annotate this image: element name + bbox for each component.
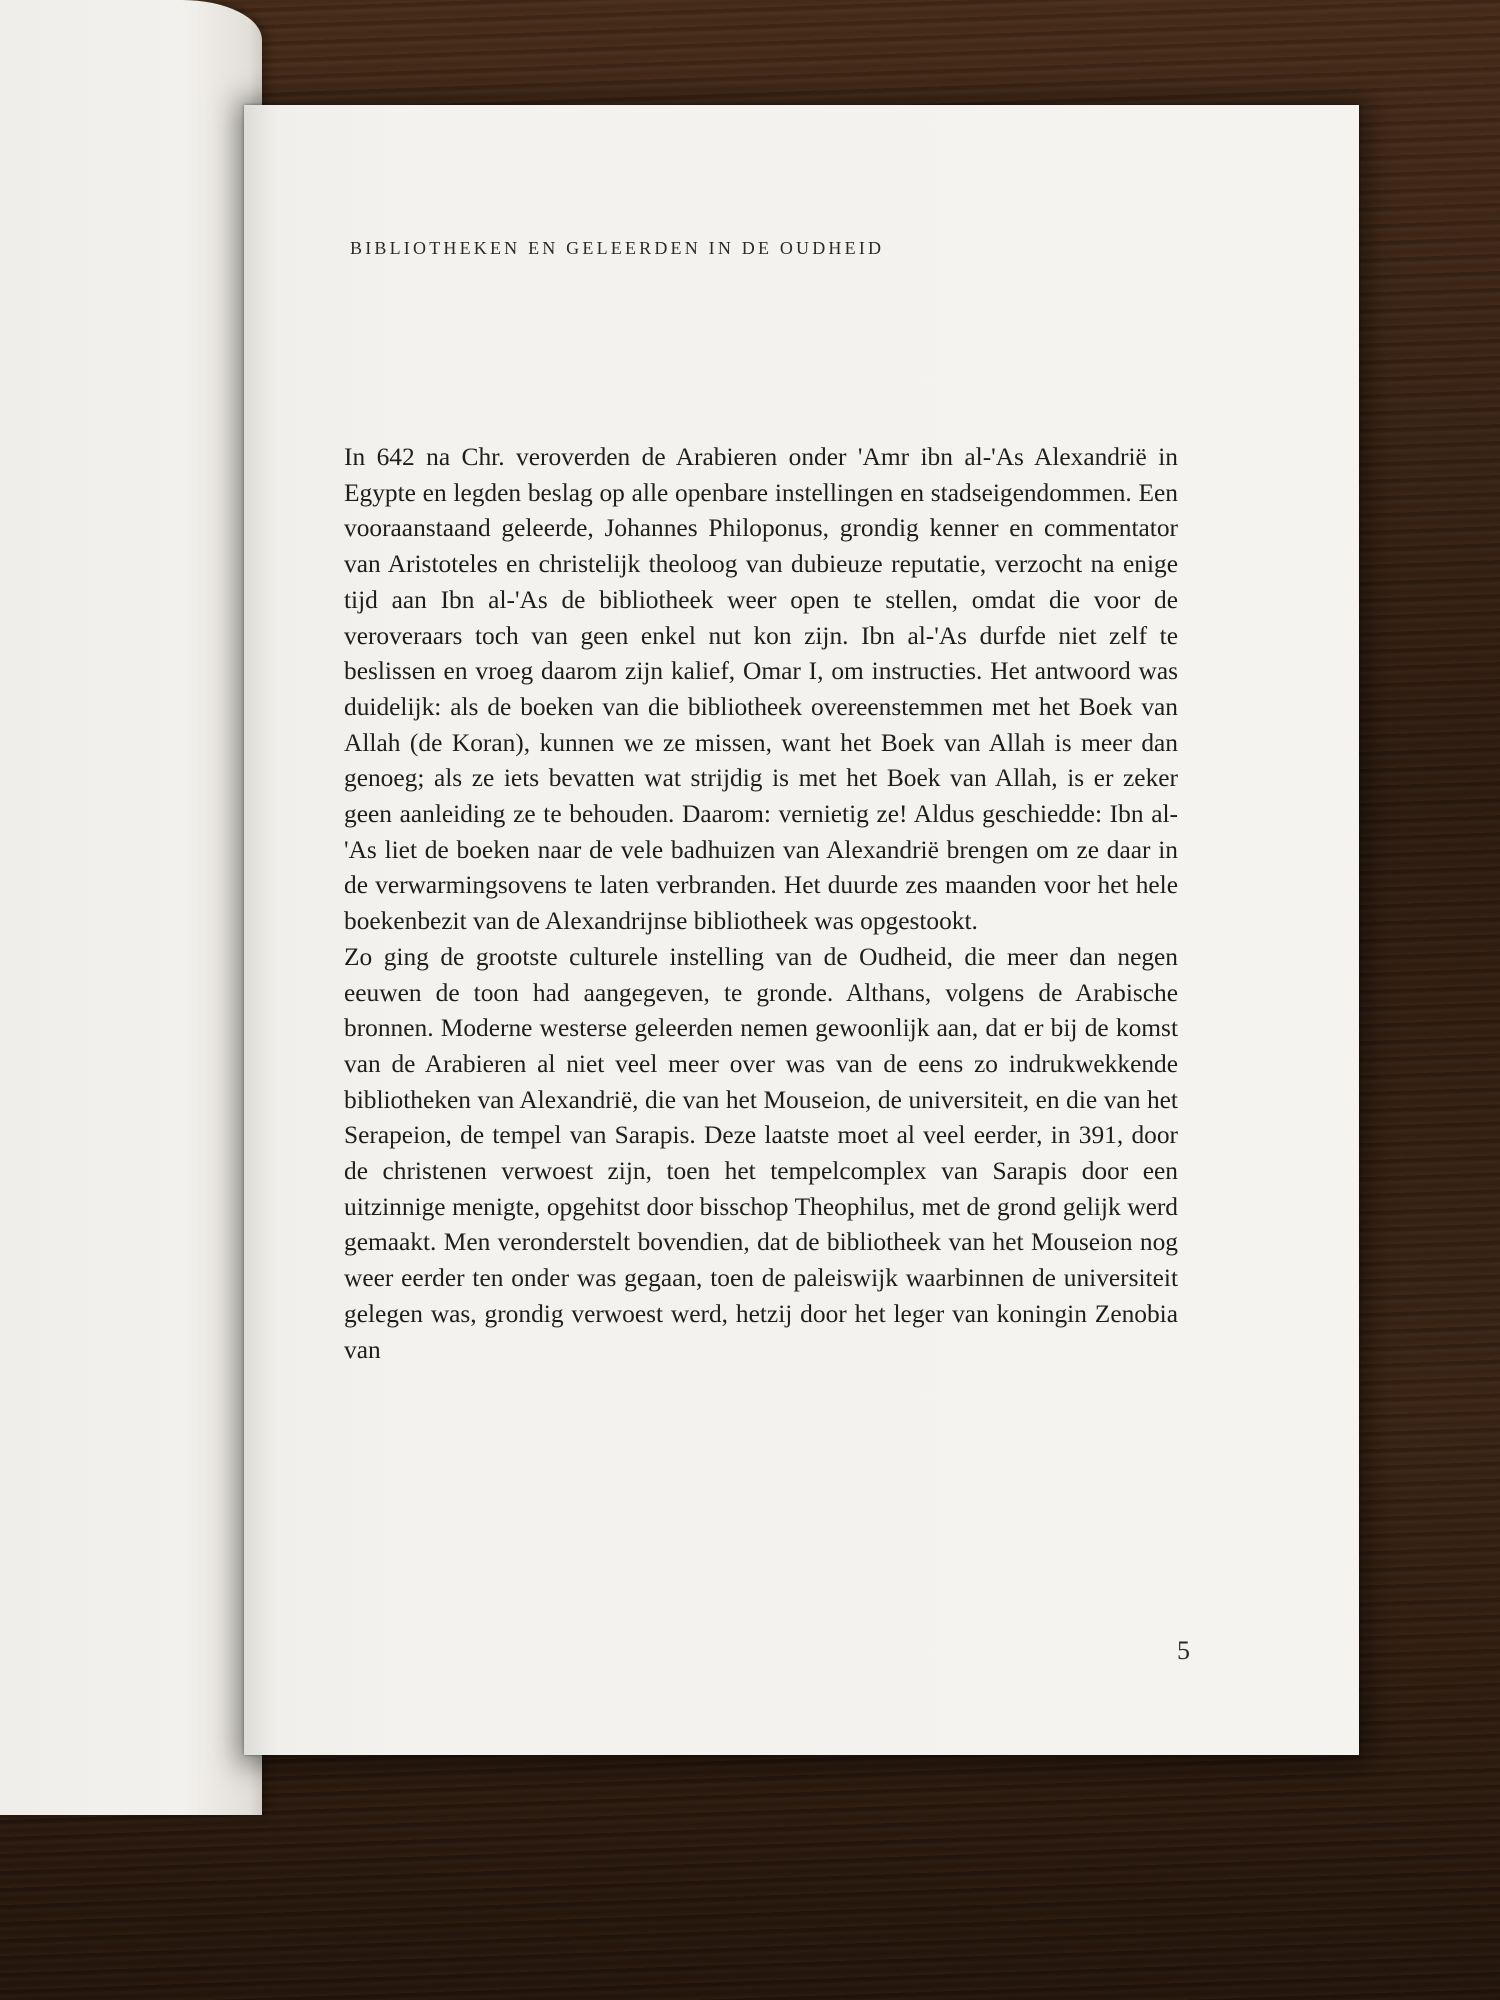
running-head: BIBLIOTHEKEN EN GELEERDEN IN DE OUDHEID bbox=[350, 238, 885, 258]
paragraph-2: Zo ging de grootste culturele instelling van de Oudheid, die meer dan negen eeuwen de toon had aangegeven, te gronde. Althans, volgens de Arabische bronnen. Moderne westerse geleerden nemen gewoonlijk aan, dat er bij de komst van de Arabieren al niet veel meer over was van de eens zo indrukwekkende bibliotheken van Alexandrië, die van het Mouseion, de universiteit, en die van het Serapeion, de tempel van Sarapis. Deze laatste moet al veel eerder, in 391, door de christenen verwoest zijn, toen het tempelcomplex van Sarapis door een uitzinnige menigte, opgehitst door bisschop Theophilus, met de grond gelijk werd gemaakt. Men veronderstelt bovendien, dat de bibliotheek van het Mouseion nog weer eerder ten onder was gegaan, toen de paleiswijk waarbinnen de universiteit gelegen was, grondig verwoest werd, hetzij door het leger van koningin Zenobia van bbox=[344, 942, 1178, 1364]
page-number: 5 bbox=[1177, 1636, 1190, 1665]
paragraph-1: In 642 na Chr. veroverden de Arabieren onder 'Amr ibn al-'As Alexandrië in Egypte en legden beslag op alle openbare instellingen en stadseigendommen. Een vooraanstaand geleerde, Johannes Philoponus, grondig kenner en commentator van Aristoteles en christelijk theoloog van dubieuze reputatie, verzocht na enige tijd aan Ibn al-'As de bibliotheek weer open te stellen, omdat die voor de veroveraars toch van geen enkel nut kon zijn. Ibn al-'As durfde niet zelf te beslissen en vroeg daarom zijn kalief, Omar I, om instructies. Het antwoord was duidelijk: als de boeken van die bibliotheek overeenstemmen met het Boek van Allah (de Koran), kunnen we ze missen, want het Boek van Allah is meer dan genoeg; als ze iets bevatten wat strijdig is met het Boek van Allah, is er zeker geen aanleiding ze te behouden. Daarom: vernietig ze! Aldus geschiedde: Ibn al-'As liet de boeken naar de vele badhuizen van Alexandrië brengen om ze daar in de verwarmingsovens te laten verbranden. Het duurde zes maanden voor het hele boekenbezit van de Alexandrijnse bibliotheek was opgestookt. bbox=[344, 443, 1178, 936]
body-text bbox=[344, 440, 1178, 1368]
left-page bbox=[0, 0, 262, 1815]
